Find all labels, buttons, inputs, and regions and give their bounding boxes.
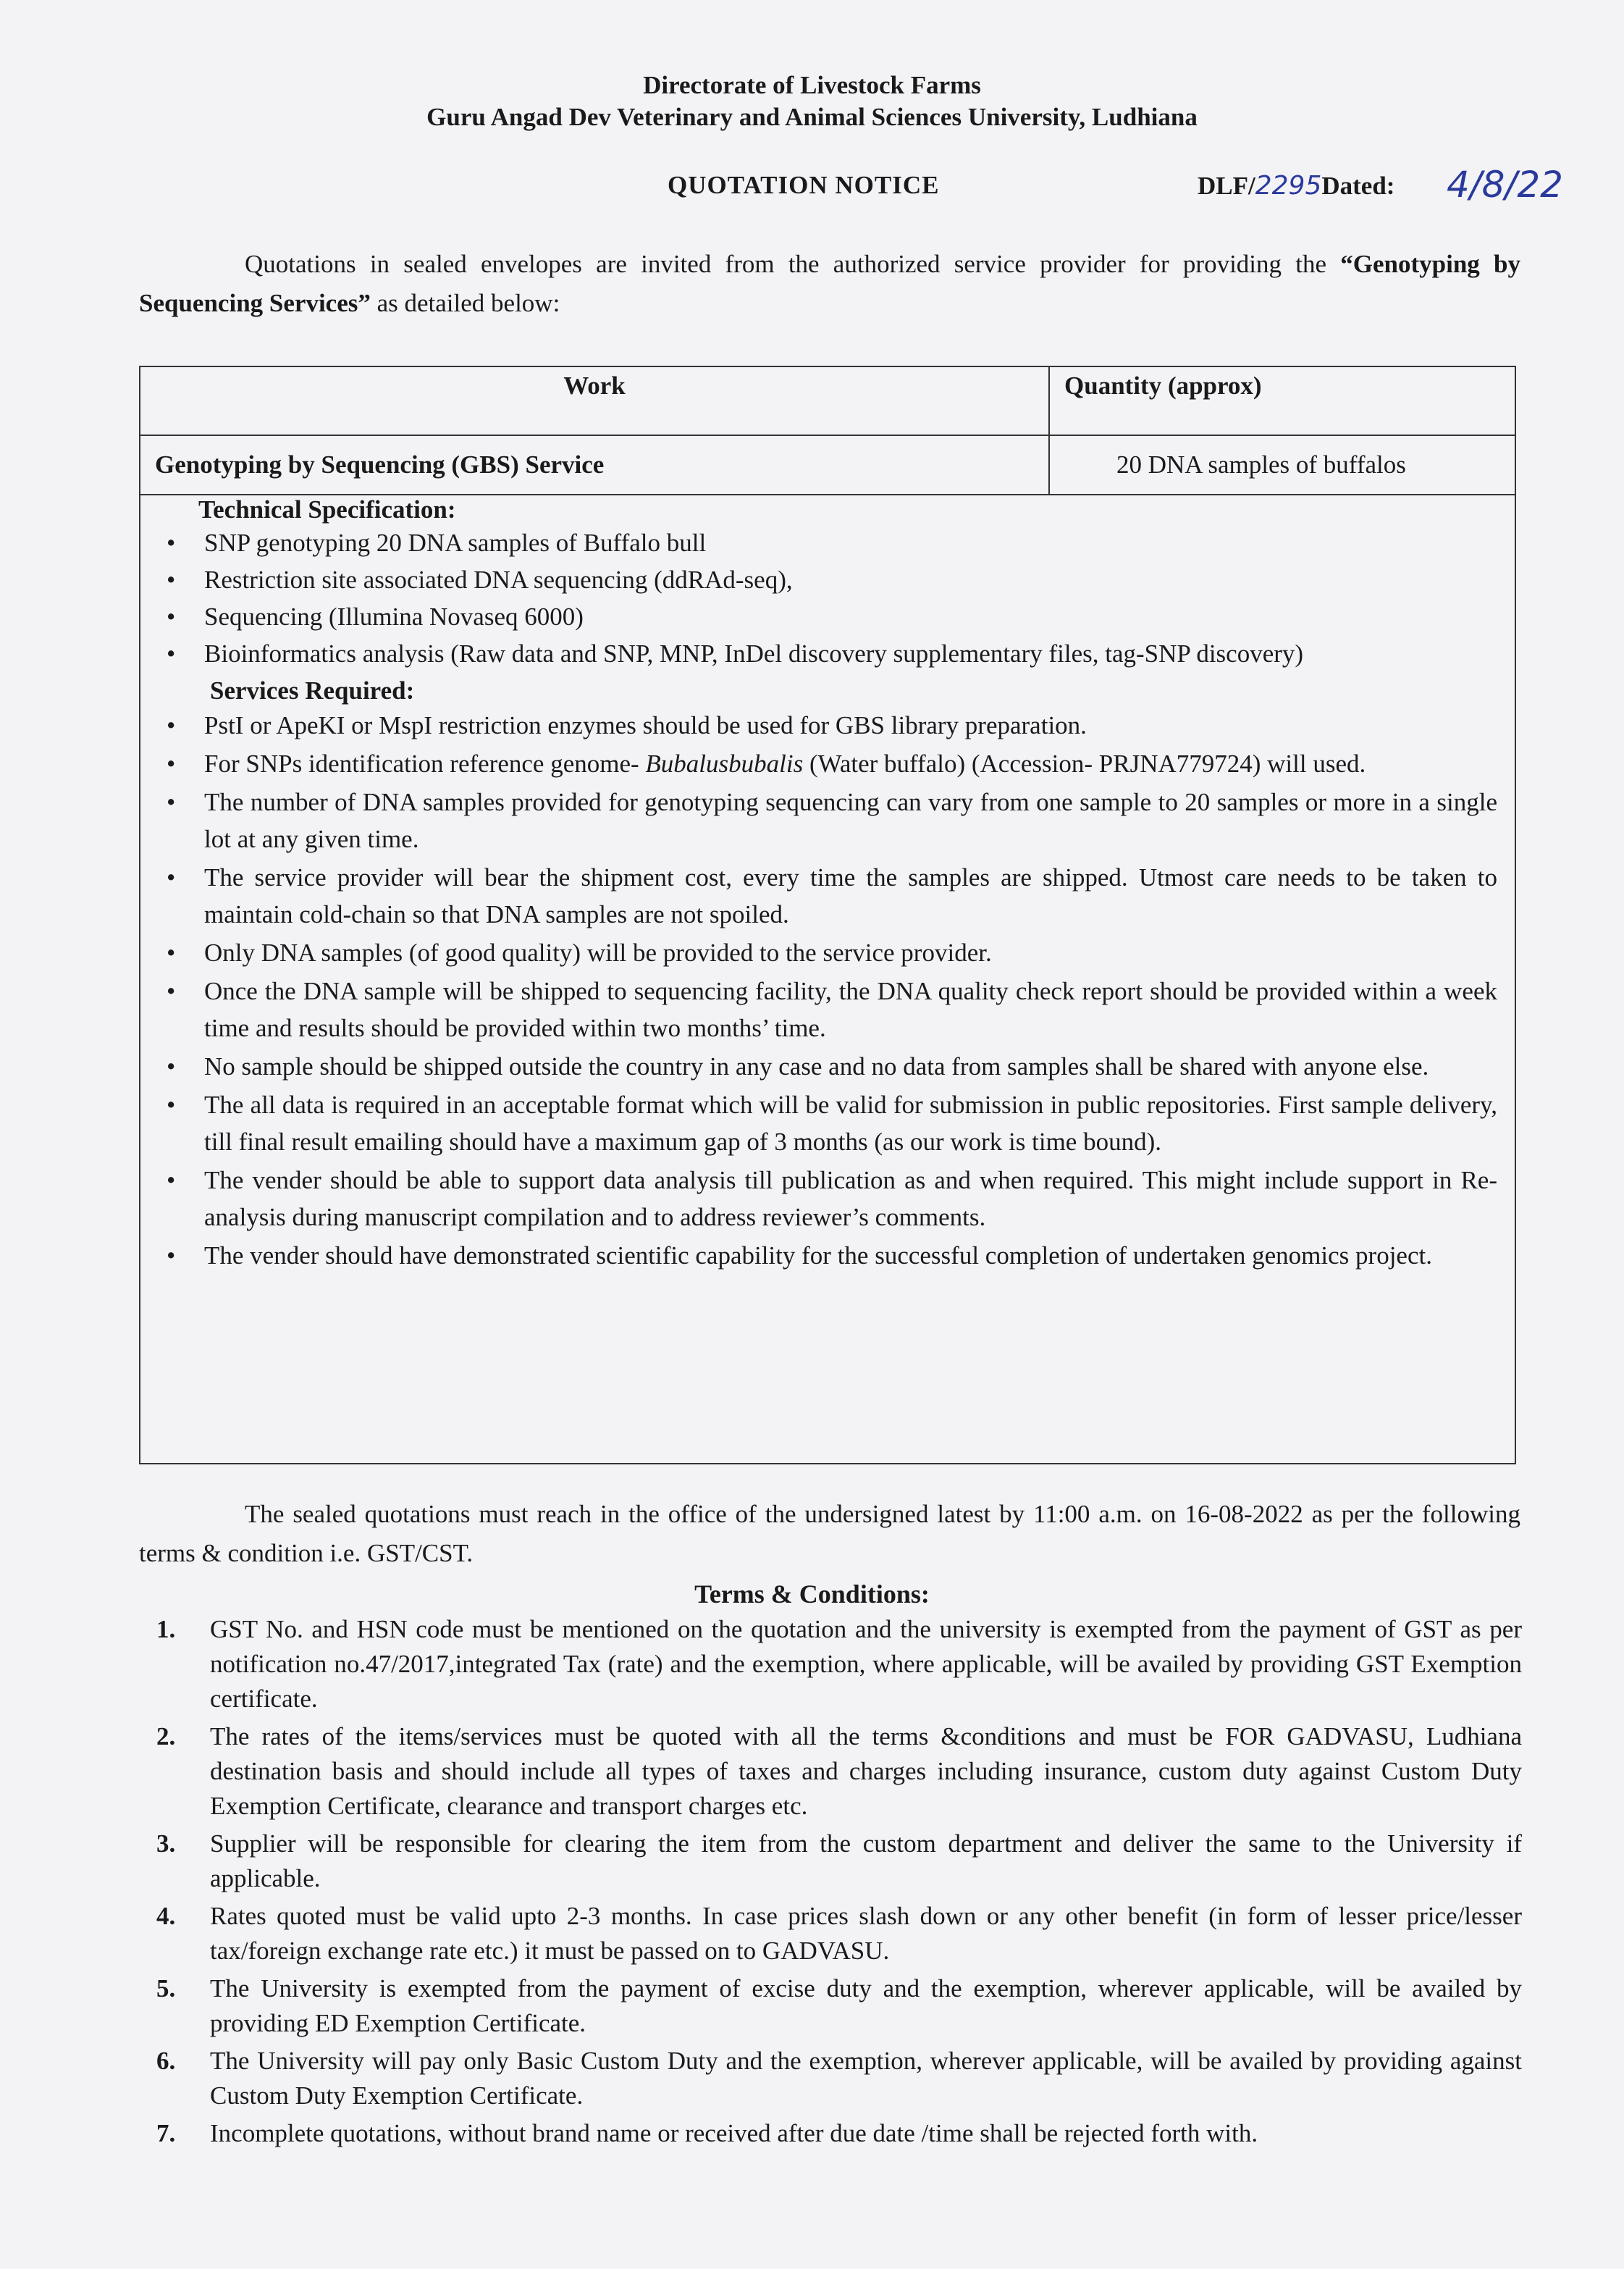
term-text: Supplier will be responsible for clearing the item from the custom department and deliver the same to the University if applicable.	[210, 1829, 1522, 1892]
list-item	[156, 1719, 1522, 1824]
term-text: GST No. and HSN code must be mentioned on the quotation and the university is exempted from the payment of GST as per notification no.47/2017,integrated Tax (rate) and the exemption, where applicable, will be availed by providing GST Exemption certificate.	[210, 1615, 1522, 1713]
term-number: 7.	[156, 2119, 176, 2147]
list-item	[156, 2044, 1522, 2113]
term-text: The University is exempted from the payment of excise duty and the exemption, wherever applicable, will be availed by providing ED Exemption Certificate.	[210, 1974, 1522, 2037]
technical-spec-heading: Technical Specification:	[198, 495, 456, 524]
list-item	[156, 1971, 1522, 2041]
term-text: Incomplete quotations, without brand name or received after due date /time shall be rejected forth with.	[210, 2119, 1258, 2147]
intro-paragraph	[139, 245, 1520, 323]
term-text: Rates quoted must be valid upto 2-3 months. In case prices slash down or any other benefit (in form of lesser price/lesser tax/foreign exchange rate etc.) it must be passed on to GADVASU.	[210, 1902, 1522, 1965]
list-item: • The all data is required in an acceptable format which will be valid for submission in public repositories. First sample delivery, till final result emailing should have a maximum gap of 3 months (as our work is time bound).	[167, 1086, 1497, 1160]
intro-text-end: as detailed below:	[370, 289, 560, 317]
term-number: 3.	[156, 1829, 176, 1858]
list-item: • The vender should have demonstrated scientific capability for the successful completion of undertaken genomics project.	[167, 1237, 1497, 1274]
term-number: 1.	[156, 1615, 176, 1643]
list-item: • The service provider will bear the shipment cost, every time the samples are shipped. Utmost care needs to be taken to maintain cold-chain so that DNA samples are not spoiled.	[167, 859, 1497, 933]
reference-line	[1198, 171, 1394, 201]
terms-heading: Terms & Conditions:	[694, 1580, 930, 1609]
species-name: Bubalusbubalis	[645, 750, 804, 778]
list-item: • Only DNA samples (of good quality) will be provided to the service provider.	[167, 934, 1497, 971]
list-item-reference-genome	[167, 745, 1497, 782]
services-heading: Services Required:	[210, 676, 415, 705]
ref-genome-text: For SNPs identification reference genome-	[204, 750, 646, 778]
col-work-header: Work	[140, 366, 1049, 435]
terms-list	[156, 1612, 1522, 2154]
list-item: • Sequencing (Illumina Novaseq 6000)	[167, 598, 1497, 635]
closing-paragraph: The sealed quotations must reach in the office of the undersigned latest by 11:00 a.m. on 16-08-2022 as per the following terms & condition i.e. GST/CST.	[139, 1500, 1520, 1567]
term-text: The University will pay only Basic Custom Duty and the exemption, wherever applicable, will be availed by providing against Custom Duty Exemption Certificate.	[210, 2047, 1522, 2110]
list-item: • PstI or ApeKI or MspI restriction enzymes should be used for GBS library preparation.	[167, 707, 1497, 744]
term-number: 5.	[156, 1974, 176, 2002]
services-list	[167, 707, 1497, 1275]
term-number: 2.	[156, 1722, 176, 1750]
ref-genome-text-end: (Water buffalo) (Accession- PRJNA779724) will used.	[803, 750, 1366, 778]
work-table	[139, 366, 1516, 1464]
intro-text: Quotations in sealed envelopes are invited from the authorized service provider for providing the	[245, 250, 1341, 278]
work-cell: Genotyping by Sequencing (GBS) Service	[140, 435, 1049, 495]
term-number: 6.	[156, 2047, 176, 2075]
table-header-row	[140, 366, 1515, 435]
col-qty-header: Quantity (approx)	[1049, 366, 1515, 435]
intro-service-name: “Genotyping by Sequencing Services”	[139, 250, 1520, 317]
list-item: • No sample should be shipped outside the country in any case and no data from samples shall be shared with anyone else.	[167, 1048, 1497, 1085]
spec-cell	[140, 495, 1515, 1464]
org-line-university: Guru Angad Dev Veterinary and Animal Sciences University, Ludhiana	[426, 103, 1198, 131]
list-item: • The number of DNA samples provided for genotyping sequencing can vary from one sample to 20 samples or more in a single lot at any given time.	[167, 784, 1497, 857]
list-item: • Bioinformatics analysis (Raw data and SNP, MNP, InDel discovery supplementary files, tag-SNP discovery)	[167, 635, 1497, 672]
org-line-directorate: Directorate of Livestock Farms	[643, 71, 981, 99]
list-item: • SNP genotyping 20 DNA samples of Buffalo bull	[167, 524, 1497, 561]
list-item: • Once the DNA sample will be shipped to sequencing facility, the DNA quality check report should be provided within a week time and results should be provided within two months’ time.	[167, 973, 1497, 1047]
list-item: • The vender should be able to support data analysis till publication as and when required. This might include support in Re-analysis during manuscript compilation and to address reviewer’s comments.	[167, 1162, 1497, 1236]
table-row	[140, 435, 1515, 495]
list-item	[156, 1899, 1522, 1968]
ref-prefix: DLF/	[1198, 172, 1255, 200]
term-text: The rates of the items/services must be quoted with all the terms &conditions and must be FOR GADVASU, Ludhiana destination basis and should include all types of taxes and charges including insurance, custom duty against Custom Duty Exemption Certificate, clearance and transport charges etc.	[210, 1722, 1522, 1820]
dated-label: Dated:	[1321, 172, 1395, 200]
list-item	[156, 2116, 1522, 2151]
ref-number-handwritten: 2295	[1255, 171, 1322, 201]
notice-title: QUOTATION NOTICE	[668, 171, 940, 199]
list-item	[156, 1612, 1522, 1716]
technical-spec-list	[167, 524, 1497, 672]
spec-row	[140, 495, 1515, 1464]
dated-value-handwritten: 4/8/22	[1447, 164, 1563, 206]
qty-cell: 20 DNA samples of buffalos	[1049, 435, 1515, 495]
term-number: 4.	[156, 1902, 176, 1930]
list-item	[156, 1826, 1522, 1896]
list-item: • Restriction site associated DNA sequencing (ddRAd-seq),	[167, 561, 1497, 598]
